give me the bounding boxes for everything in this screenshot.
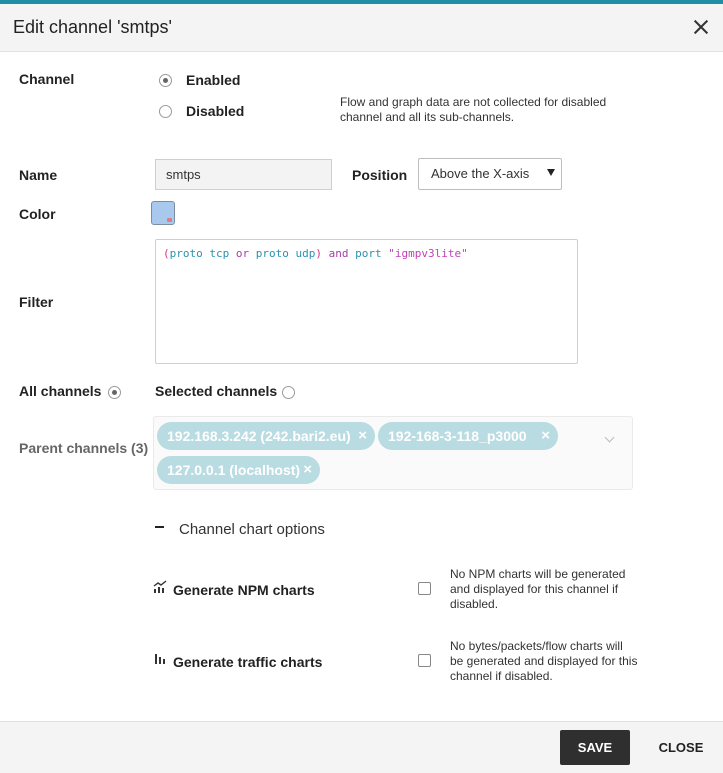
selected-channels-label[interactable]: Selected channels xyxy=(155,383,278,399)
parent-chip xyxy=(157,456,320,484)
channel-help xyxy=(340,95,606,125)
channel-help-line: Flow and graph data are not collected for disabled xyxy=(340,95,607,109)
filter-editor[interactable] xyxy=(155,239,578,364)
selected-channels-radio[interactable] xyxy=(282,386,295,399)
parent-chip-label: 192.168.3.242 (242.bari2.eu) xyxy=(167,428,351,444)
npm-help-line: and displayed for this channel if xyxy=(450,582,619,596)
enabled-label[interactable]: Enabled xyxy=(186,72,241,88)
filter-token: and xyxy=(321,247,356,260)
name-input[interactable]: smtps xyxy=(155,159,332,190)
enabled-radio[interactable] xyxy=(159,74,172,87)
parent-chip xyxy=(157,422,375,450)
name-label: Name xyxy=(19,167,58,183)
npm-chart-icon xyxy=(153,580,167,594)
color-label: Color xyxy=(19,206,56,222)
filter-token: "igmpv3lite" xyxy=(388,247,468,260)
parent-chip-label: 127.0.0.1 (localhost) xyxy=(167,462,301,478)
traffic-charts-label: Generate traffic charts xyxy=(173,654,323,670)
parent-channels-label: Parent channels (3) xyxy=(19,440,149,456)
close-icon[interactable] xyxy=(687,13,715,41)
disabled-radio[interactable] xyxy=(159,105,172,118)
parent-chip xyxy=(378,422,558,450)
collapse-icon[interactable] xyxy=(155,526,164,528)
chart-options-title[interactable]: Channel chart options xyxy=(179,521,325,538)
dialog-title: Edit channel 'smtps' xyxy=(13,17,172,37)
all-channels-label[interactable]: All channels xyxy=(19,383,102,399)
disabled-label[interactable]: Disabled xyxy=(186,103,245,119)
traffic-help-line: be generated and displayed for this xyxy=(450,654,638,668)
npm-charts-checkbox[interactable] xyxy=(418,582,431,595)
position-value: Above the X-axis xyxy=(431,166,530,181)
dialog-header xyxy=(0,4,723,52)
remove-chip-icon[interactable]: × xyxy=(358,427,367,444)
filter-token: or xyxy=(229,247,256,260)
filter-token: ) xyxy=(315,247,322,260)
npm-charts-label: Generate NPM charts xyxy=(173,582,315,598)
traffic-charts-checkbox[interactable] xyxy=(418,654,431,667)
position-label: Position xyxy=(352,167,408,183)
all-channels-radio[interactable] xyxy=(108,386,121,399)
remove-chip-icon[interactable]: × xyxy=(303,461,312,478)
color-swatch[interactable] xyxy=(151,201,175,225)
color-picker-corner-icon xyxy=(167,218,172,222)
channel-help-line: channel and all its sub-channels. xyxy=(340,110,515,124)
remove-chip-icon[interactable]: × xyxy=(541,427,550,444)
traffic-help-line: No bytes/packets/flow charts will xyxy=(450,639,623,653)
save-button[interactable]: SAVE xyxy=(560,730,630,765)
bar-chart-icon xyxy=(153,652,167,666)
filter-token: port xyxy=(355,247,389,260)
npm-help-line: No NPM charts will be generated xyxy=(450,567,626,581)
position-select[interactable] xyxy=(418,158,562,190)
npm-charts-help xyxy=(450,567,625,612)
caret-down-icon xyxy=(547,169,555,176)
filter-label: Filter xyxy=(19,294,54,310)
channel-label: Channel xyxy=(19,71,75,87)
npm-help-line: disabled. xyxy=(450,597,499,611)
filter-token: proto udp xyxy=(255,247,316,260)
filter-token: proto tcp xyxy=(169,247,230,260)
traffic-help-line: channel if disabled. xyxy=(450,669,553,683)
close-button[interactable]: CLOSE xyxy=(658,740,704,755)
parent-chip-label: 192-168-3-118_p3000 xyxy=(388,428,527,444)
filter-token: ( xyxy=(163,247,170,260)
traffic-charts-help xyxy=(450,639,637,684)
